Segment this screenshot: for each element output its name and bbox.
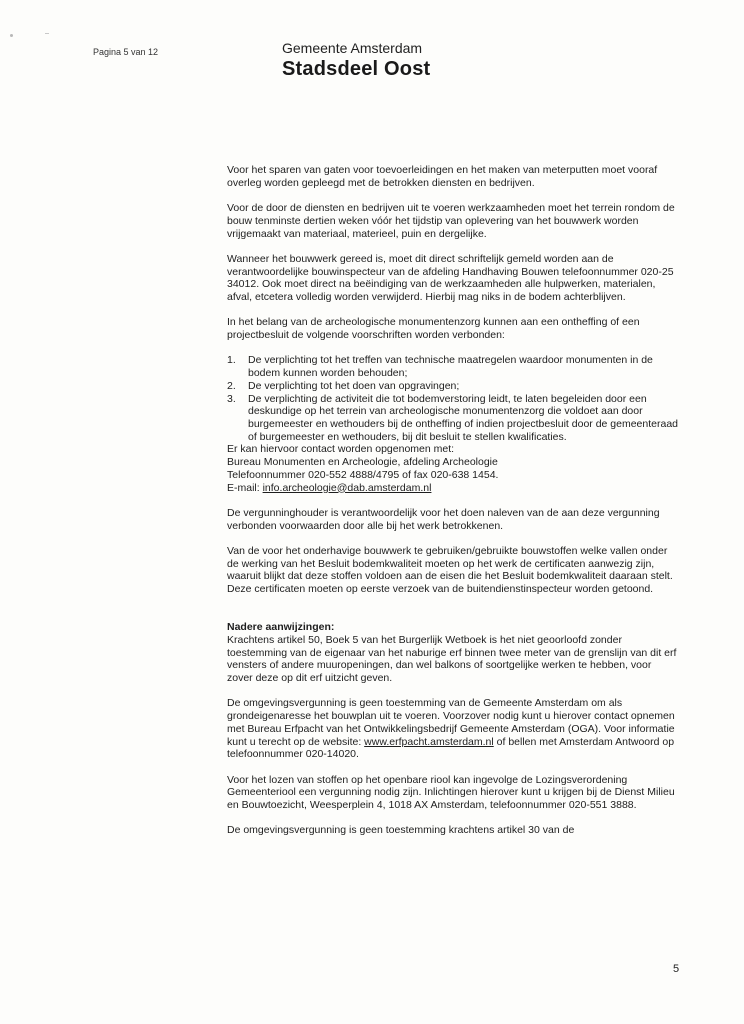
paragraph-erfpacht (227, 697, 679, 761)
list-number: 1. (227, 354, 236, 367)
list-item (227, 354, 679, 379)
email-label: E-mail: (227, 481, 263, 494)
list-number: 3. (227, 392, 236, 405)
list-text: De verplichting tot het doen van opgravingen; (248, 379, 460, 392)
contact-organisation: Bureau Monumenten en Archeologie, afdeling Archeologie (227, 456, 498, 469)
erfpacht-text-end: of bellen met Amsterdam Antwoord op telefoonnummer 020-14020. (227, 735, 675, 761)
contact-phone: Telefoonnummer 020-552 4888/4795 of fax 020-638 1454. (227, 468, 499, 481)
list-item (227, 380, 679, 393)
erfpacht-text: De omgevingsvergunning is geen toestemming van de Gemeente Amsterdam om als grondeigenaresse het bouwplan uit te voeren. Voorzover nodig kunt u hierover contact opnemen met Bureau Erfpacht van het Ontwikkelingsbedrijf Gemeente Amsterdam (OGA). Voor informatie kunt u terecht op de website: (227, 697, 675, 748)
spacer (227, 609, 679, 622)
contact-email-line (227, 482, 679, 495)
org-name: Gemeente Amsterdam (282, 40, 423, 56)
section-block (227, 621, 679, 685)
paragraph-riool: Voor het lozen van stoffen op het openbare riool kan ingevolge de Lozingsverordening Gemeenteriool een vergunning nodig zijn. Inlichtingen hierover kunt u krijgen bij de Dienst Milieu en Bouwtoezicht, Weesperplein 4, 1018 AX Amsterdam, telefoonnummer 020-551 3888. (227, 773, 675, 812)
paragraph-verantwoordelijkheid: De vergunninghouder is verantwoordelijk voor het doen naleven van de aan deze vergunning verbonden voorwaarden door alle bij het werk betrokkenen. (227, 506, 660, 532)
scan-speck (10, 34, 13, 37)
contact-intro: Er kan hiervoor contact worden opgenomen met: (227, 443, 455, 456)
paragraph-bouwstoffen (227, 545, 679, 596)
paragraph-burgerlijk-wetboek: Krachtens artikel 50, Boek 5 van het Burgerlijk Wetboek is het niet geoorloofd zonder toestemming van de eigenaar van het naburige erf binnen twee meter van de grenslijn van dit erf vensters of andere muuropeningen, dan wel balkons of soortgelijke werken te hebben, voor zover deze op dit erf uitzicht geven. (227, 633, 677, 685)
org-district: Stadsdeel Oost (282, 58, 431, 80)
bouwstoffen-text: Van de voor het onderhavige bouwwerk te gebruiken/gebruikte bouwstoffen welke vallen onder de werking van het Besluit bodemkwaliteit moeten op het werk de certificaten aanwezig zijn, waaruit blijkt dat deze stoffen voldoen aan de eisen die het Besluit bodemkwaliteit daaraan stelt. (227, 545, 673, 583)
document-body (227, 164, 679, 850)
erfpacht-link[interactable]: www.erfpacht.amsterdam.nl (364, 735, 494, 748)
page-indicator: Pagina 5 van 12 (93, 47, 159, 57)
archeologie-list (227, 354, 679, 443)
paragraph-gereedmelding: Wanneer het bouwwerk gereed is, moet dit direct schriftelijk gemeld worden aan de verantwoordelijke bouwinspecteur van de afdeling Handhaving Bouwen telefoonnummer 020-25 34012. Ook moet direct na beëindiging van de werkzaamheden alle hulpwerken, materialen, afval, etcetera volledig worden verwijderd. Hierbij mag niks in de bodem achterblijven. (227, 252, 674, 303)
paragraph-aansluitingen: Voor het sparen van gaten voor toevoerleidingen en het maken van meterputten moet vooraf overleg worden gepleegd met de betrokken diensten en bedrijven. (227, 164, 658, 189)
list-text: De verplichting de activiteit die tot bodemverstoring leidt, te laten begeleiden door een deskundige op het terrein van archeologische monumentenzorg die voldoet aan door burgemeester en wethouders bij de ontheffing of indien projectbesluit door de gemeenteraad of burgemeester en wethouders, bij dit besluit te stellen kwalificaties. (248, 392, 679, 443)
scan-speck (45, 33, 49, 34)
page-number: 5 (673, 963, 680, 975)
paragraph-archeologie (227, 316, 679, 341)
list-text: De verplichting tot het treffen van technische maatregelen waardoor monumenten in de bodem kunnen worden behouden; (248, 354, 653, 380)
archeologie-intro: In het belang van de archeologische monumentenzorg kunnen aan een ontheffing of een projectbesluit de volgende voorschriften worden verbonden: (227, 316, 640, 342)
paragraph-artikel-30: De omgevingsvergunning is geen toestemming krachtens artikel 30 van de (227, 824, 575, 837)
list-number: 2. (227, 379, 236, 392)
list-item (227, 393, 679, 444)
section-heading: Nadere aanwijzingen: (227, 621, 335, 634)
certificaten-text: Deze certificaten moeten op eerste verzoek van de buitendienstinspecteur worden getoond. (227, 583, 654, 596)
paragraph-werkzaamheden: Voor de door de diensten en bedrijven uit te voeren werkzaamheden moet het terrein rondom de bouw tenminste dertien weken vóór het tijdstip van oplevering van het bouwwerk worden vrijgemaakt van materiaal, materieel, puin en dergelijke. (227, 202, 675, 240)
email-link[interactable]: info.archeologie@dab.amsterdam.nl (262, 481, 432, 494)
